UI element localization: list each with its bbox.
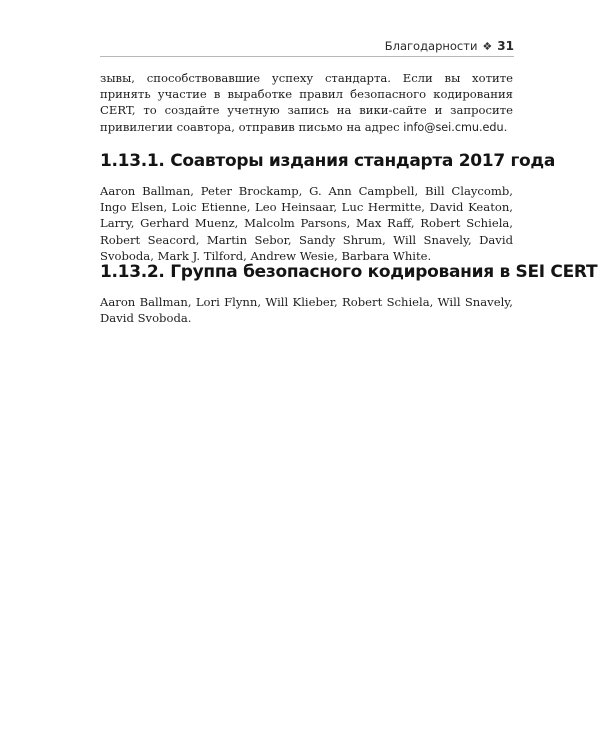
email-address: info@sei.cmu.edu	[403, 120, 504, 134]
page-number: 31	[497, 39, 514, 53]
coauthors-2017-list: Aaron Ballman, Peter Brockamp, G. Ann Campbell, Bill Claycomb, Ingo Elsen, Loic Etienne, Leo Heinsaar, Luc Hermitte, David Keaton, Larry, Gerhard Muenz, Malcolm Parsons, Max Raff, Robert Schiela, Robert Seacord, Martin Sebor, Sandy Shrum, Will Snavely, David Svoboda, Mark J. Tilford, Andrew Wesie, Barbara White.	[100, 184, 513, 263]
running-header	[100, 36, 514, 56]
intro-text: зывы, способствовавшие успеху стандарта. Если вы хотите принять участие в выработке правил безопасного кодирования CERT, то создайте учетную запись на вики-сайте и запросите привилегии соавтора, отправив письмо на адрес	[100, 71, 513, 134]
sei-cert-team-list: Aaron Ballman, Lori Flynn, Will Klieber, Robert Schiela, Will Snavely, David Svoboda.	[100, 295, 513, 326]
section-heading-sei-cert-team: 1.13.2. Группа безопасного кодирования в SEI CERT	[100, 262, 598, 282]
header-rule	[100, 56, 514, 57]
diamond-separator-icon: ❖	[482, 39, 493, 53]
intro-paragraph	[100, 70, 513, 136]
running-header-title: Благодарности	[384, 39, 478, 53]
section-heading-coauthors-2017: 1.13.1. Соавторы издания стандарта 2017 года	[100, 151, 556, 171]
intro-end: .	[503, 119, 508, 134]
